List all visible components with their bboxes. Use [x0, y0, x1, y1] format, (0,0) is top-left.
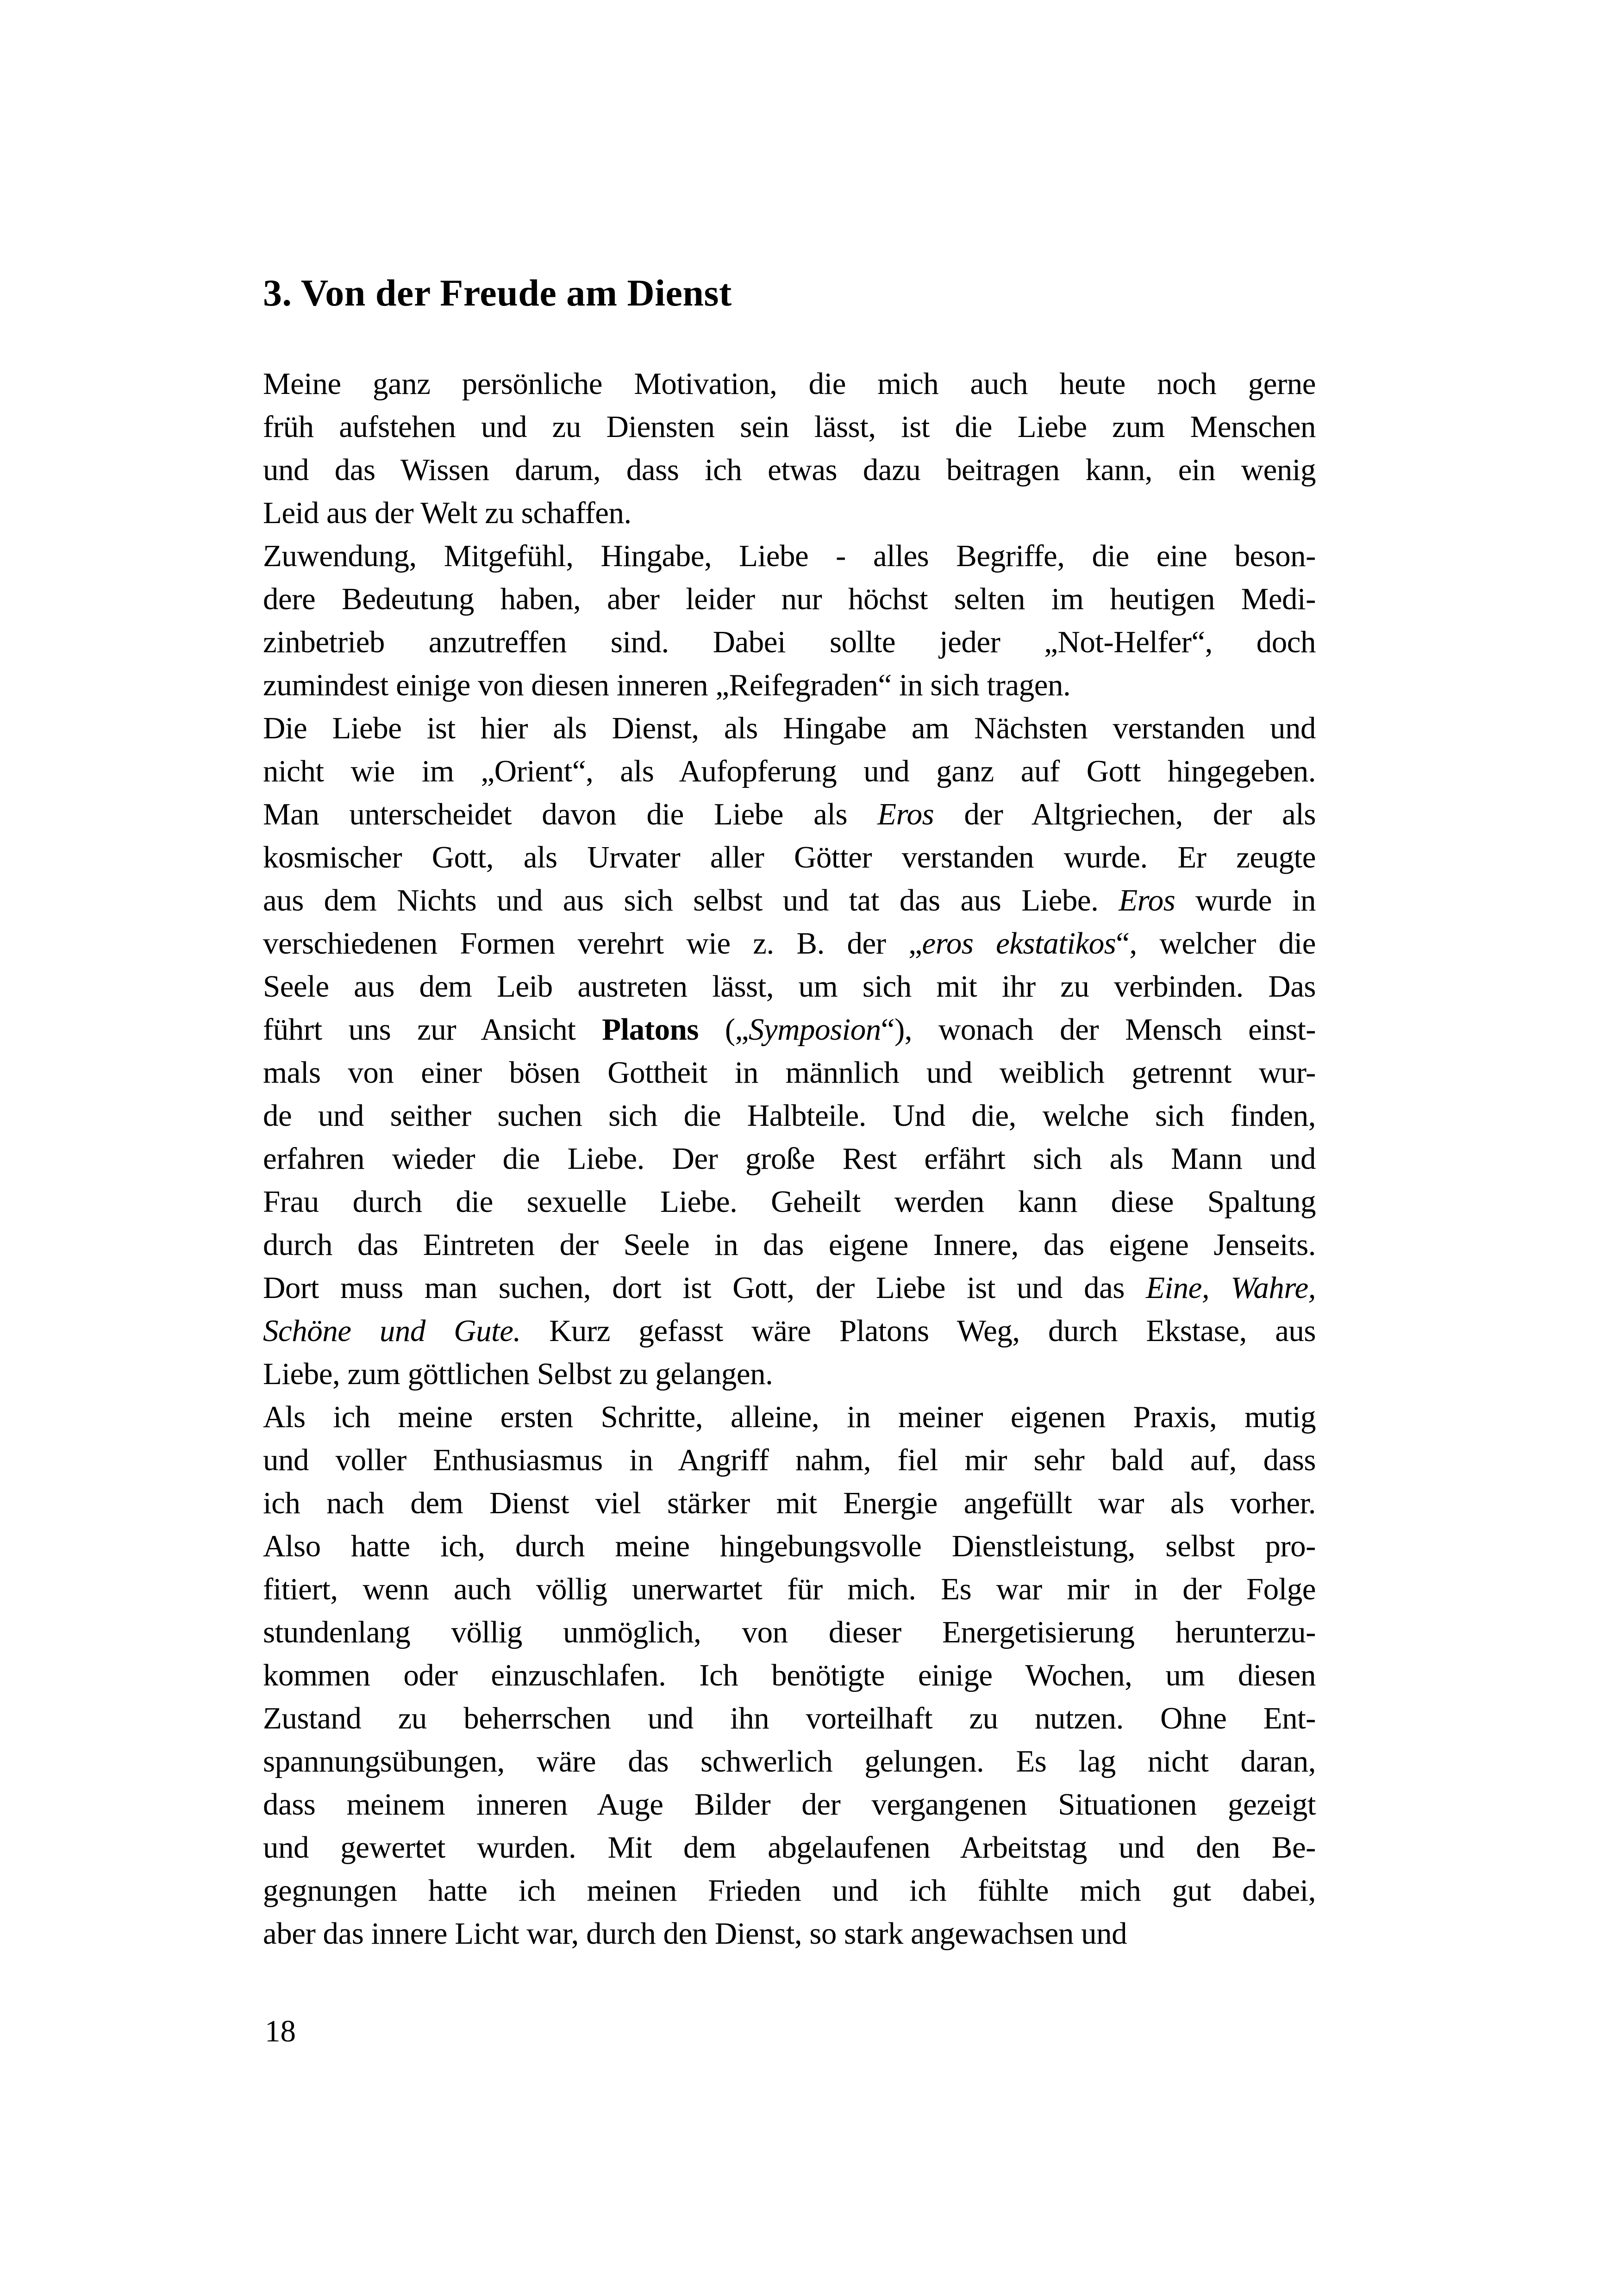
text-line [263, 492, 1316, 535]
text-line [263, 1008, 1316, 1051]
text-segment: und voller Enthusiasmus in Angriff nahm, fiel mir sehr bald auf, dass [263, 1443, 1316, 1477]
text-segment: früh aufstehen und zu Diensten sein lässt, ist die Liebe zum Menschen [263, 410, 1316, 444]
text-segment-italic: Eros [1119, 883, 1175, 917]
text-segment-italic: Eros [877, 797, 934, 831]
text-segment: aber das innere Licht war, durch den Dienst, so stark angewachsen und [263, 1916, 1127, 1951]
text-segment: Seele aus dem Leib austreten lässt, um sich mit ihr zu verbinden. Das [263, 969, 1316, 1004]
text-segment: mals von einer bösen Gottheit in männlich und weiblich getrennt wur- [263, 1055, 1316, 1090]
text-line [263, 1654, 1316, 1697]
text-line [263, 1783, 1316, 1826]
text-segment: der Altgriechen, der als [934, 797, 1316, 831]
text-segment-italic: Symposion [748, 1012, 881, 1047]
text-line [263, 922, 1316, 965]
text-segment: Man unterscheidet davon die Liebe als [263, 797, 878, 831]
text-segment: („ [698, 1012, 749, 1047]
text-segment: wurde in [1175, 883, 1316, 917]
text-segment: verschiedenen Formen verehrt wie z. B. der „ [263, 926, 922, 961]
text-line [263, 1223, 1316, 1267]
text-line [263, 1697, 1316, 1740]
text-line [263, 1869, 1316, 1912]
text-segment: dere Bedeutung haben, aber leider nur höchst selten im heutigen Medi- [263, 582, 1316, 616]
text-segment-italic: eros ekstatikos [922, 926, 1116, 961]
text-line [263, 1482, 1316, 1525]
text-line [263, 1611, 1316, 1654]
text-segment: “, welcher die [1116, 926, 1316, 961]
text-segment: Kurz gefasst wäre Platons Weg, durch Ekstase, aus [520, 1314, 1316, 1348]
text-line [263, 1310, 1316, 1353]
text-segment: Leid aus der Welt zu schaffen. [263, 496, 631, 530]
text-line [263, 1094, 1316, 1137]
text-line [263, 1439, 1316, 1482]
text-segment: Liebe, zum göttlichen Selbst zu gelangen. [263, 1357, 773, 1391]
text-line [263, 750, 1316, 793]
text-line [263, 1912, 1316, 1955]
text-line [263, 621, 1316, 664]
text-segment: fitiert, wenn auch völlig unerwartet für mich. Es war mir in der Folge [263, 1572, 1316, 1606]
text-segment: de und seither suchen sich die Halbteile. Und die, welche sich finden, [263, 1098, 1316, 1133]
text-line [263, 578, 1316, 621]
text-segment-italic: Schöne und Gute. [263, 1314, 521, 1348]
body-text [263, 362, 1316, 1955]
text-segment: Zuwendung, Mitgefühl, Hingabe, Liebe - alles Begriffe, die eine beson- [263, 539, 1316, 573]
text-line [263, 1568, 1316, 1611]
page-number: 18 [265, 2014, 296, 2048]
text-line [263, 1525, 1316, 1568]
text-segment: “), wonach der Mensch einst- [881, 1012, 1316, 1047]
text-segment: nicht wie im „Orient“, als Aufopferung und ganz auf Gott hingegeben. [263, 754, 1316, 788]
text-segment-bold: Platons [602, 1012, 699, 1047]
text-segment: kosmischer Gott, als Urvater aller Götter verstanden wurde. Er zeugte [263, 840, 1316, 874]
text-line [263, 793, 1316, 836]
text-segment: erfahren wieder die Liebe. Der große Rest erfährt sich als Mann und [263, 1142, 1316, 1176]
text-segment: und gewertet wurden. Mit dem abgelaufenen Arbeitstag und den Be- [263, 1830, 1316, 1865]
text-line [263, 449, 1316, 492]
text-line [263, 1267, 1316, 1310]
text-line [263, 965, 1316, 1008]
text-segment: Die Liebe ist hier als Dienst, als Hingabe am Nächsten verstanden und [263, 711, 1316, 745]
text-segment: und das Wissen darum, dass ich etwas dazu beitragen kann, ein wenig [263, 453, 1316, 487]
text-segment: führt uns zur Ansicht [263, 1012, 602, 1047]
text-line [263, 836, 1316, 879]
text-line [263, 879, 1316, 922]
text-line [263, 406, 1316, 449]
text-segment: spannungsübungen, wäre das schwerlich gelungen. Es lag nicht daran, [263, 1744, 1316, 1778]
text-line [263, 535, 1316, 578]
text-line [263, 1180, 1316, 1223]
text-line [263, 1353, 1316, 1396]
text-segment: Frau durch die sexuelle Liebe. Geheilt werden kann diese Spaltung [263, 1185, 1316, 1219]
text-segment: kommen oder einzuschlafen. Ich benötigte einige Wochen, um diesen [263, 1658, 1316, 1692]
text-line [263, 707, 1316, 750]
text-line [263, 1137, 1316, 1180]
text-segment: gegnungen hatte ich meinen Frieden und ich fühlte mich gut dabei, [263, 1873, 1316, 1908]
text-segment: Also hatte ich, durch meine hingebungsvolle Dienstleistung, selbst pro- [263, 1529, 1316, 1563]
text-segment: zumindest einige von diesen inneren „Reifegraden“ in sich tragen. [263, 668, 1071, 702]
chapter-heading: 3. Von der Freude am Dienst [263, 272, 732, 314]
text-segment-italic: Eine, Wahre, [1146, 1271, 1316, 1305]
text-segment: Meine ganz persönliche Motivation, die mich auch heute noch gerne [263, 367, 1316, 401]
text-segment: dass meinem inneren Auge Bilder der vergangenen Situationen gezeigt [263, 1787, 1316, 1822]
text-segment: ich nach dem Dienst viel stärker mit Energie angefüllt war als vorher. [263, 1486, 1316, 1520]
text-segment: Zustand zu beherrschen und ihn vorteilhaft zu nutzen. Ohne Ent- [263, 1701, 1316, 1735]
text-segment: aus dem Nichts und aus sich selbst und tat das aus Liebe. [263, 883, 1119, 917]
text-line [263, 1826, 1316, 1869]
text-line [263, 1740, 1316, 1783]
text-segment: zinbetrieb anzutreffen sind. Dabei sollte jeder „Not-Helfer“, doch [263, 625, 1316, 659]
text-line [263, 1396, 1316, 1439]
text-segment: stundenlang völlig unmöglich, von dieser Energetisierung herunterzu- [263, 1615, 1316, 1649]
text-segment: durch das Eintreten der Seele in das eigene Innere, das eigene Jenseits. [263, 1228, 1316, 1262]
text-segment: Dort muss man suchen, dort ist Gott, der Liebe ist und das [263, 1271, 1146, 1305]
text-line [263, 664, 1316, 707]
text-line [263, 362, 1316, 406]
text-line [263, 1051, 1316, 1094]
text-segment: Als ich meine ersten Schritte, alleine, in meiner eigenen Praxis, mutig [263, 1400, 1316, 1434]
